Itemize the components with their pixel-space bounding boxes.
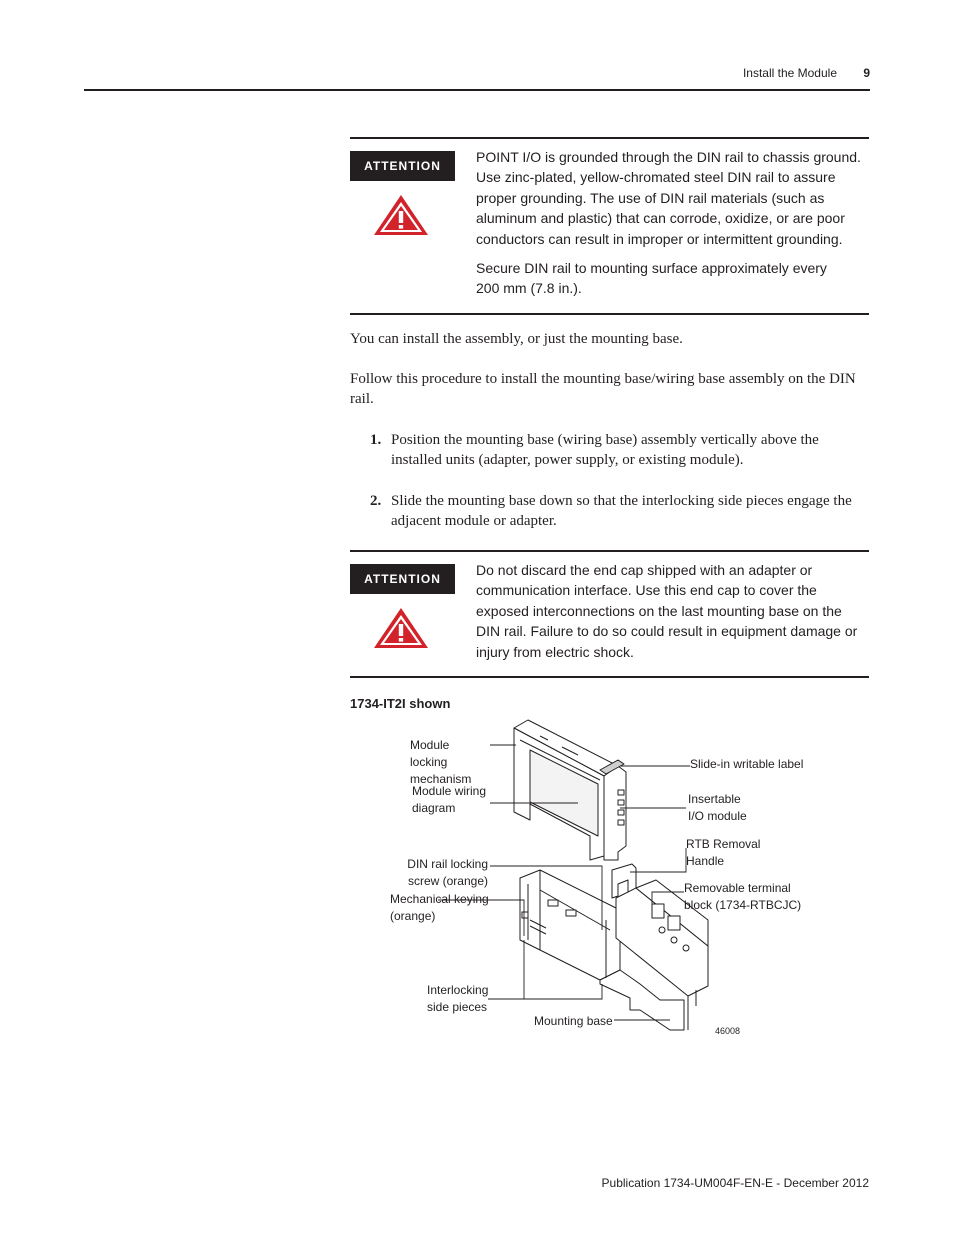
attention-box-grounding (350, 137, 869, 315)
warning-triangle-icon (372, 193, 430, 237)
body-paragraph: Follow this procedure to install the mounting base/wiring base assembly on the DIN rail. (350, 371, 856, 408)
callout-line: Mechanical keying (390, 892, 489, 906)
attention-label: ATTENTION (350, 151, 455, 181)
callout-terminal-block (684, 880, 801, 914)
callout-line: I/O module (688, 809, 747, 823)
step-number: 1. (370, 432, 382, 448)
callout-line: screw (orange) (407, 874, 488, 888)
callout-module-wiring (412, 783, 492, 817)
callout-line: block (1734-RTBCJC) (684, 898, 802, 912)
callout-line: Module wiring (412, 784, 487, 798)
callout-line: (orange) (390, 909, 436, 923)
attention-paragraph: Secure DIN rail to mounting surface approximately every 200 mm (7.8 in.). (476, 260, 827, 297)
attention-text (476, 560, 868, 671)
callout-din-rail-screw (380, 856, 488, 890)
attention-paragraph: POINT I/O is grounded through the DIN rail to chassis ground. Use zinc-plated, yellow-chromated steel DIN rail to assure proper grounding. The use of DIN rail materials (such as aluminum and plastic) that can corrode, oxidize, or are poor conductors can result in improper or intermittent grounding. (476, 149, 861, 247)
step-text: Slide the mounting base down so that the interlocking side pieces engage the adjacent module or adapter. (391, 493, 852, 530)
callout-line: Handle (686, 854, 725, 868)
publication-footer: Publication 1734-UM004F-EN-E - December 2012 (601, 1176, 869, 1190)
figure-title: 1734-IT2I shown (350, 696, 451, 711)
attention-paragraph: Do not discard the end cap shipped with an adapter or communication interface. Use this end cap to cover the exposed interconnections on the last mounting base on the DIN rail. Failure to do so could result in equipment damage or injury from electric shock. (476, 562, 858, 660)
callout-mounting-base: Mounting base (534, 1014, 613, 1028)
attention-text (476, 147, 868, 308)
callout-line: mechanism (410, 772, 472, 786)
attention-box-end-cap (350, 550, 869, 678)
callout-slide-in-label: Slide-in writable label (690, 757, 804, 771)
figure-id: 46008 (715, 1026, 741, 1036)
header-rule (84, 89, 870, 91)
callout-line: DIN rail locking (407, 857, 488, 871)
callout-line: diagram (412, 801, 456, 815)
callout-line: Interlocking (427, 983, 489, 997)
callout-insertable-module (688, 791, 747, 825)
callout-rtb-handle (686, 836, 760, 870)
callout-interlocking (427, 982, 507, 1016)
step-text: Position the mounting base (wiring base) assembly vertically above the installed units (adapter, power supply, or existing module). (391, 432, 819, 469)
running-header: Install the Module (742, 66, 837, 80)
attention-label: ATTENTION (350, 564, 455, 594)
callout-line: Removable terminal (684, 881, 791, 895)
callout-module-locking (380, 737, 488, 788)
warning-triangle-icon (372, 606, 430, 650)
callout-mechanical-keying (390, 891, 500, 925)
body-paragraph: You can install the assembly, or just the mounting base. (350, 331, 683, 347)
mounting-base-body (520, 870, 620, 980)
page-number: 9 (863, 66, 870, 80)
callout-line: side pieces (427, 1000, 488, 1014)
callout-line: Module locking (410, 738, 450, 769)
callout-line: RTB Removal (686, 837, 761, 851)
step-number: 2. (370, 493, 382, 509)
callout-line: Insertable (688, 792, 741, 806)
